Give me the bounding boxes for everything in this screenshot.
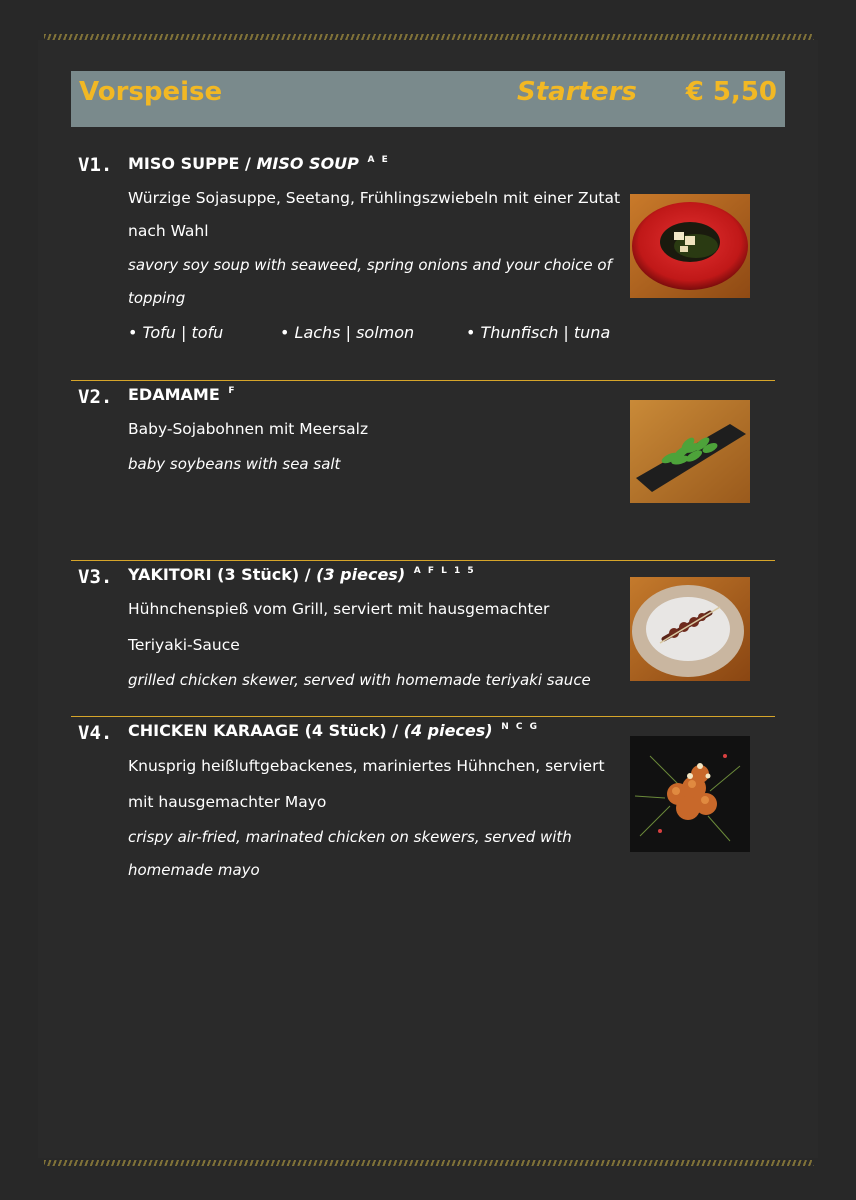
- item-code: V2.: [78, 386, 113, 408]
- item-desc-de: mit hausgemachter Mayo: [128, 793, 327, 811]
- item-title: [128, 721, 539, 740]
- item-desc-de: Würzige Sojasuppe, Seetang, Frühlingszwiebeln mit einer Zutat: [128, 189, 621, 207]
- edamame-photo: [630, 400, 750, 503]
- item-divider: [71, 380, 775, 381]
- section-title-de: Vorspeise: [79, 77, 223, 107]
- item-title-de: CHICKEN KARAAGE (4 Stück) /: [128, 721, 399, 740]
- section-title-en: Starters: [517, 77, 637, 107]
- yakitori-photo: [630, 577, 750, 681]
- item-divider: [71, 716, 775, 717]
- item-code: V4.: [78, 722, 113, 744]
- item-title-en: MISO SOUP: [256, 154, 359, 173]
- item-desc-de: Teriyaki-Sauce: [128, 636, 240, 654]
- item-desc-de: nach Wahl: [128, 222, 209, 240]
- item-title-de: YAKITORI (3 Stück) /: [128, 565, 311, 584]
- item-allergens: F: [228, 386, 237, 396]
- option-salmon: • Lachs | solmon: [280, 323, 415, 342]
- item-allergens: N C G: [501, 722, 539, 732]
- item-desc-en: baby soybeans with sea salt: [128, 455, 341, 473]
- item-title: [128, 565, 476, 584]
- item-allergens: A E: [367, 155, 390, 165]
- item-desc-en: grilled chicken skewer, served with homemade teriyaki sauce: [128, 671, 591, 689]
- miso-soup-photo: [630, 194, 750, 298]
- item-code: V1.: [78, 154, 113, 176]
- item-divider: [71, 560, 775, 561]
- item-desc-de: Baby-Sojabohnen mit Meersalz: [128, 420, 369, 438]
- item-desc-en: crispy air-fried, marinated chicken on skewers, served with: [128, 828, 572, 846]
- section-price: € 5,50: [685, 77, 777, 107]
- item-desc-en: topping: [128, 289, 186, 307]
- option-tofu: • Tofu | tofu: [128, 323, 224, 342]
- item-desc-de: Hühnchenspieß vom Grill, serviert mit hausgemachter: [128, 600, 550, 618]
- item-title-en: (3 pieces): [316, 565, 406, 584]
- item-title: [128, 154, 390, 173]
- top-decorative-border: [44, 34, 814, 40]
- item-title-de: MISO SUPPE /: [128, 154, 251, 173]
- section-header: [71, 71, 785, 127]
- bottom-decorative-border: [44, 1160, 814, 1166]
- item-allergens: A F L 1 5: [413, 566, 476, 576]
- item-desc-en: homemade mayo: [128, 861, 260, 879]
- item-title-de: EDAMAME: [128, 385, 220, 404]
- item-desc-en: savory soy soup with seaweed, spring onions and your choice of: [128, 256, 612, 274]
- karaage-photo: [630, 736, 750, 852]
- item-code: V3.: [78, 566, 113, 588]
- item-title: [128, 385, 236, 404]
- item-desc-de: Knusprig heißluftgebackenes, mariniertes Hühnchen, serviert: [128, 757, 605, 775]
- option-tuna: • Thunfisch | tuna: [466, 323, 611, 342]
- item-title-en: (4 pieces): [403, 721, 493, 740]
